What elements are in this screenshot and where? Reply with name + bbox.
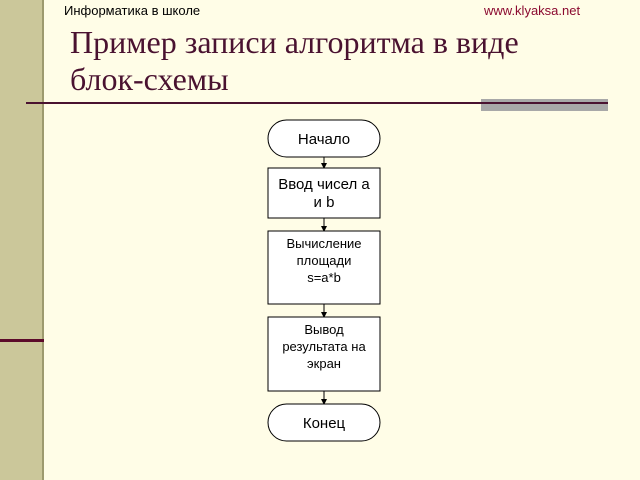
input-label-line1: Ввод чисел a <box>278 176 370 193</box>
flowchart-output-block <box>268 317 380 391</box>
flowchart-process-block <box>268 231 380 304</box>
header-site-name: Информатика в школе <box>64 3 201 18</box>
output-label-line2: результата на <box>282 339 366 354</box>
process-label-line1: Вычисление <box>286 236 362 251</box>
header-site-url: www.klyaksa.net <box>484 3 581 18</box>
output-label-line1: Вывод <box>304 322 344 337</box>
process-label-line2: площади <box>296 253 352 268</box>
start-label: Начало <box>297 131 351 148</box>
flowchart-input-block <box>268 168 380 218</box>
process-label-line3: s=a*b <box>307 270 341 285</box>
output-label-line3: экран <box>307 356 341 371</box>
flowchart-end <box>268 404 380 441</box>
input-label-line2: и b <box>313 194 335 211</box>
end-label: Конец <box>302 415 346 432</box>
slide-title: Пример записи алгоритма в виде блок-схемы <box>70 24 519 97</box>
flowchart-start <box>268 120 380 157</box>
